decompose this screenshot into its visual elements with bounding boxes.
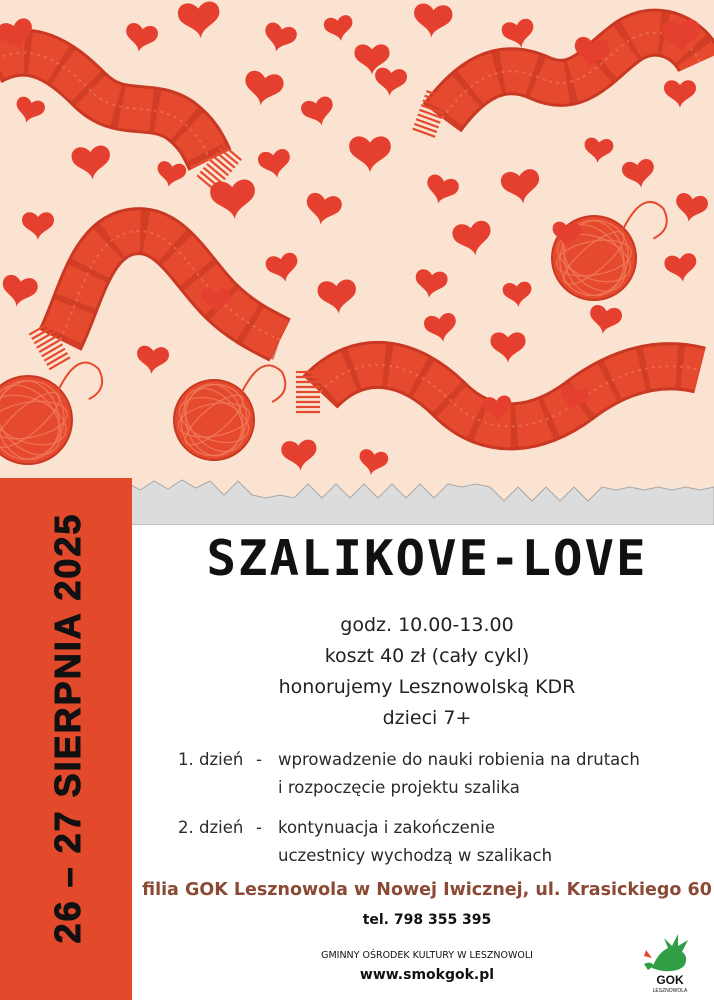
event-title: SZALIKOVE-LOVE: [206, 530, 648, 587]
logo-subtext: LESZNOWOLA: [652, 988, 688, 994]
schedule-line-2: i rozpoczęcie projektu szalika: [278, 778, 520, 797]
venue-address: filia GOK Lesznowola w Nowej Iwicznej, ul. Krasickiego 60: [142, 880, 712, 900]
schedule-dash: -: [256, 818, 262, 837]
schedule-line-1: wprowadzenie do nauki robienia na drutach: [278, 750, 640, 769]
schedule-day: 1. dzień: [178, 750, 244, 769]
event-age: dzieci 7+: [382, 707, 472, 729]
event-date: 26 – 27 SIERPNIA 2025: [47, 512, 88, 944]
event-hours: godz. 10.00-13.00: [340, 614, 514, 636]
event-date-vertical: [0, 478, 132, 1000]
schedule-line-1: kontynuacja i zakończenie: [278, 818, 495, 837]
logo-text: GOK: [656, 973, 684, 987]
phone-number: tel. 798 355 395: [362, 912, 492, 928]
dragon-logo-icon: [644, 934, 688, 971]
gok-logo: [638, 928, 702, 994]
website-link[interactable]: www.smokgok.pl: [359, 967, 495, 983]
organization-name: GMINNY OŚRODEK KULTURY W LESZNOWOLI: [321, 950, 533, 961]
event-kdr: honorujemy Lesznowolską KDR: [278, 676, 576, 698]
schedule-day: 2. dzień: [178, 818, 244, 837]
event-cost: koszt 40 zł (cały cykl): [324, 645, 530, 667]
schedule-dash: -: [256, 750, 262, 769]
schedule-line-2: uczestnicy wychodzą w szalikach: [278, 846, 553, 865]
